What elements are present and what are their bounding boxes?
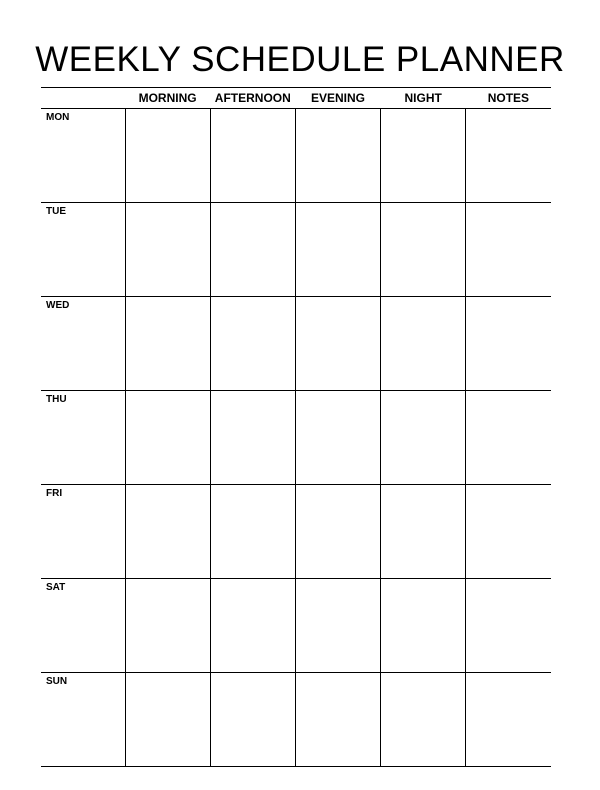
schedule-cell-morning[interactable]: [125, 391, 210, 485]
day-row: [41, 579, 551, 673]
day-label: WED: [41, 297, 125, 391]
schedule-cell-notes[interactable]: [466, 485, 551, 579]
day-row: [41, 297, 551, 391]
schedule-cell-evening[interactable]: [295, 485, 380, 579]
schedule-cell-notes[interactable]: [466, 109, 551, 203]
schedule-cell-night[interactable]: [381, 203, 466, 297]
schedule-cell-night[interactable]: [381, 485, 466, 579]
day-row: [41, 109, 551, 203]
schedule-cell-afternoon[interactable]: [210, 391, 295, 485]
schedule-cell-notes[interactable]: [466, 579, 551, 673]
schedule-cell-night[interactable]: [381, 297, 466, 391]
schedule-cell-afternoon[interactable]: [210, 673, 295, 767]
schedule-cell-morning[interactable]: [125, 297, 210, 391]
schedule-cell-evening[interactable]: [295, 391, 380, 485]
schedule-cell-notes[interactable]: [466, 203, 551, 297]
column-header-morning: MORNING: [125, 88, 210, 109]
schedule-cell-night[interactable]: [381, 673, 466, 767]
schedule-cell-afternoon[interactable]: [210, 109, 295, 203]
schedule-cell-evening[interactable]: [295, 673, 380, 767]
schedule-cell-morning[interactable]: [125, 109, 210, 203]
schedule-cell-night[interactable]: [381, 579, 466, 673]
day-label: THU: [41, 391, 125, 485]
schedule-cell-morning[interactable]: [125, 485, 210, 579]
day-row: [41, 673, 551, 767]
schedule-cell-morning[interactable]: [125, 579, 210, 673]
schedule-cell-afternoon[interactable]: [210, 203, 295, 297]
schedule-cell-notes[interactable]: [466, 391, 551, 485]
schedule-cell-evening[interactable]: [295, 297, 380, 391]
schedule-cell-afternoon[interactable]: [210, 579, 295, 673]
schedule-cell-afternoon[interactable]: [210, 297, 295, 391]
schedule-cell-night[interactable]: [381, 391, 466, 485]
schedule-cell-morning[interactable]: [125, 673, 210, 767]
day-row: [41, 485, 551, 579]
schedule-cell-notes[interactable]: [466, 673, 551, 767]
column-header-night: NIGHT: [381, 88, 466, 109]
day-label: SUN: [41, 673, 125, 767]
column-header-afternoon: AFTERNOON: [210, 88, 295, 109]
header-row: [41, 88, 551, 109]
schedule-cell-evening[interactable]: [295, 579, 380, 673]
day-row: [41, 391, 551, 485]
column-header-evening: EVENING: [295, 88, 380, 109]
schedule-table: [41, 87, 551, 767]
schedule-cell-night[interactable]: [381, 109, 466, 203]
column-header-notes: NOTES: [466, 88, 551, 109]
schedule-cell-notes[interactable]: [466, 297, 551, 391]
schedule-cell-evening[interactable]: [295, 203, 380, 297]
day-label: MON: [41, 109, 125, 203]
page-title: WEEKLY SCHEDULE PLANNER: [35, 40, 565, 79]
schedule-cell-evening[interactable]: [295, 109, 380, 203]
day-column-header: [41, 88, 125, 109]
day-row: [41, 203, 551, 297]
day-label: FRI: [41, 485, 125, 579]
day-label: TUE: [41, 203, 125, 297]
schedule-cell-morning[interactable]: [125, 203, 210, 297]
schedule-cell-afternoon[interactable]: [210, 485, 295, 579]
day-label: SAT: [41, 579, 125, 673]
